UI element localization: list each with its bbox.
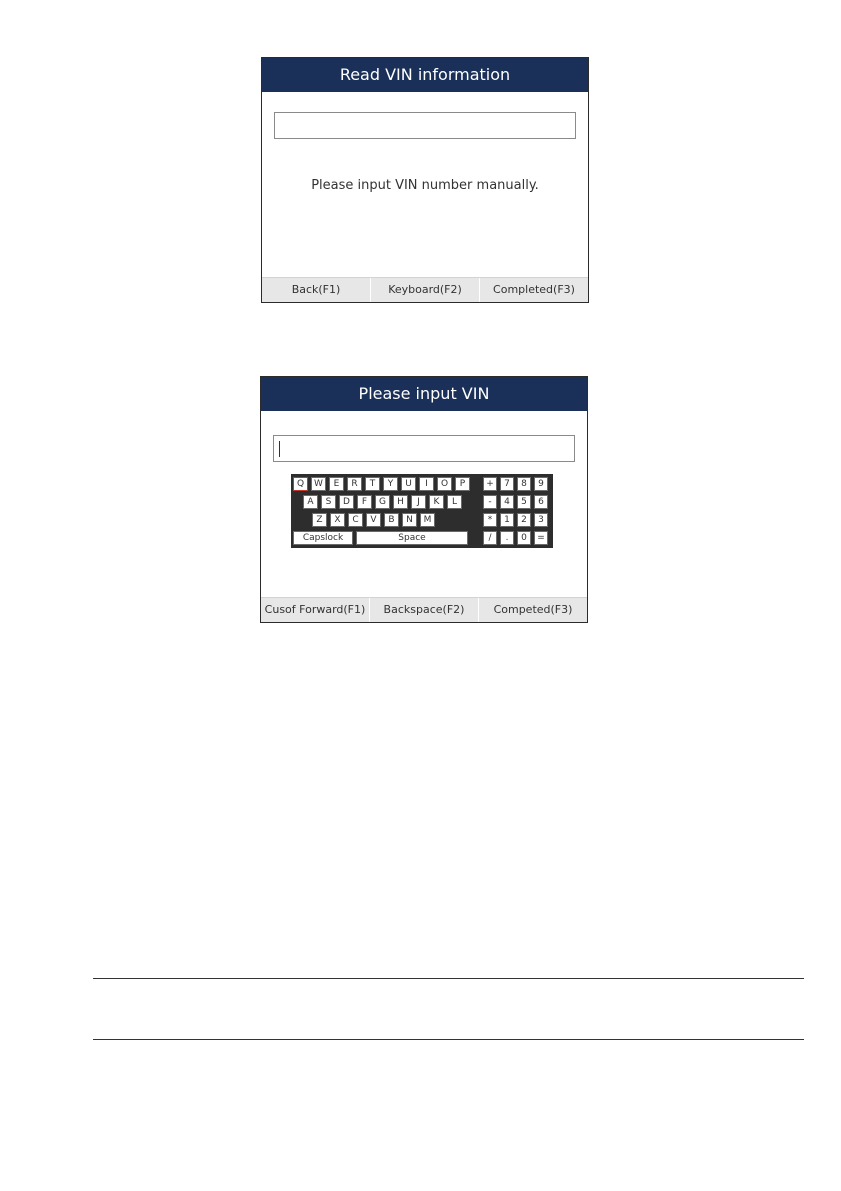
backspace-button[interactable]: Backspace(F2)	[369, 598, 478, 622]
key-m[interactable]: M	[420, 513, 435, 527]
input-vin-screen	[260, 376, 588, 623]
capslock-key[interactable]: Capslock	[293, 531, 353, 545]
key-j[interactable]: J	[411, 495, 426, 509]
key-e[interactable]: E	[329, 477, 344, 491]
key-7[interactable]: 7	[500, 477, 514, 491]
completed-button[interactable]: Competed(F3)	[478, 598, 587, 622]
key-s[interactable]: S	[321, 495, 336, 509]
key-d[interactable]: D	[339, 495, 354, 509]
key-x[interactable]: X	[330, 513, 345, 527]
screen-title: Read VIN information	[262, 58, 588, 92]
key-w[interactable]: W	[311, 477, 326, 491]
key-z[interactable]: Z	[312, 513, 327, 527]
key-9[interactable]: 9	[534, 477, 548, 491]
screen-title: Please input VIN	[261, 377, 587, 411]
key-multiply[interactable]: *	[483, 513, 497, 527]
key-n[interactable]: N	[402, 513, 417, 527]
back-button[interactable]: Back(F1)	[291, 283, 341, 296]
key-3[interactable]: 3	[534, 513, 548, 527]
on-screen-keyboard	[291, 474, 553, 548]
text-cursor	[279, 441, 280, 457]
key-equals[interactable]: =	[534, 531, 548, 545]
keyboard-button[interactable]: Keyboard(F2)	[370, 278, 479, 302]
key-v[interactable]: V	[366, 513, 381, 527]
space-key[interactable]: Space	[356, 531, 468, 545]
read-vin-screen	[261, 57, 589, 303]
completed-button[interactable]: Completed(F3)	[479, 278, 588, 302]
key-p[interactable]: P	[455, 477, 470, 491]
divider-line	[93, 1039, 804, 1040]
key-2[interactable]: 2	[517, 513, 531, 527]
vin-input[interactable]	[273, 435, 575, 462]
key-q[interactable]: Q	[293, 477, 308, 491]
function-key-bar	[261, 597, 587, 622]
key-dot[interactable]: .	[500, 531, 514, 545]
key-t[interactable]: T	[365, 477, 380, 491]
key-u[interactable]: U	[401, 477, 416, 491]
key-5[interactable]: 5	[517, 495, 531, 509]
key-f[interactable]: F	[357, 495, 372, 509]
key-o[interactable]: O	[437, 477, 452, 491]
vin-input[interactable]	[274, 112, 576, 139]
function-key-bar	[262, 277, 588, 302]
key-b[interactable]: B	[384, 513, 399, 527]
key-c[interactable]: C	[348, 513, 363, 527]
key-minus[interactable]: -	[483, 495, 497, 509]
cursor-forward-button[interactable]: Cusof Forward(F1)	[264, 603, 366, 616]
instruction-message: Please input VIN number manually.	[311, 178, 539, 193]
divider-line	[93, 978, 804, 979]
key-8[interactable]: 8	[517, 477, 531, 491]
key-r[interactable]: R	[347, 477, 362, 491]
key-1[interactable]: 1	[500, 513, 514, 527]
key-i[interactable]: I	[419, 477, 434, 491]
key-h[interactable]: H	[393, 495, 408, 509]
key-k[interactable]: K	[429, 495, 444, 509]
key-plus[interactable]: +	[483, 477, 497, 491]
key-g[interactable]: G	[375, 495, 390, 509]
key-4[interactable]: 4	[500, 495, 514, 509]
key-0[interactable]: 0	[517, 531, 531, 545]
key-l[interactable]: L	[447, 495, 462, 509]
key-divide[interactable]: /	[483, 531, 497, 545]
key-a[interactable]: A	[303, 495, 318, 509]
key-y[interactable]: Y	[383, 477, 398, 491]
key-6[interactable]: 6	[534, 495, 548, 509]
